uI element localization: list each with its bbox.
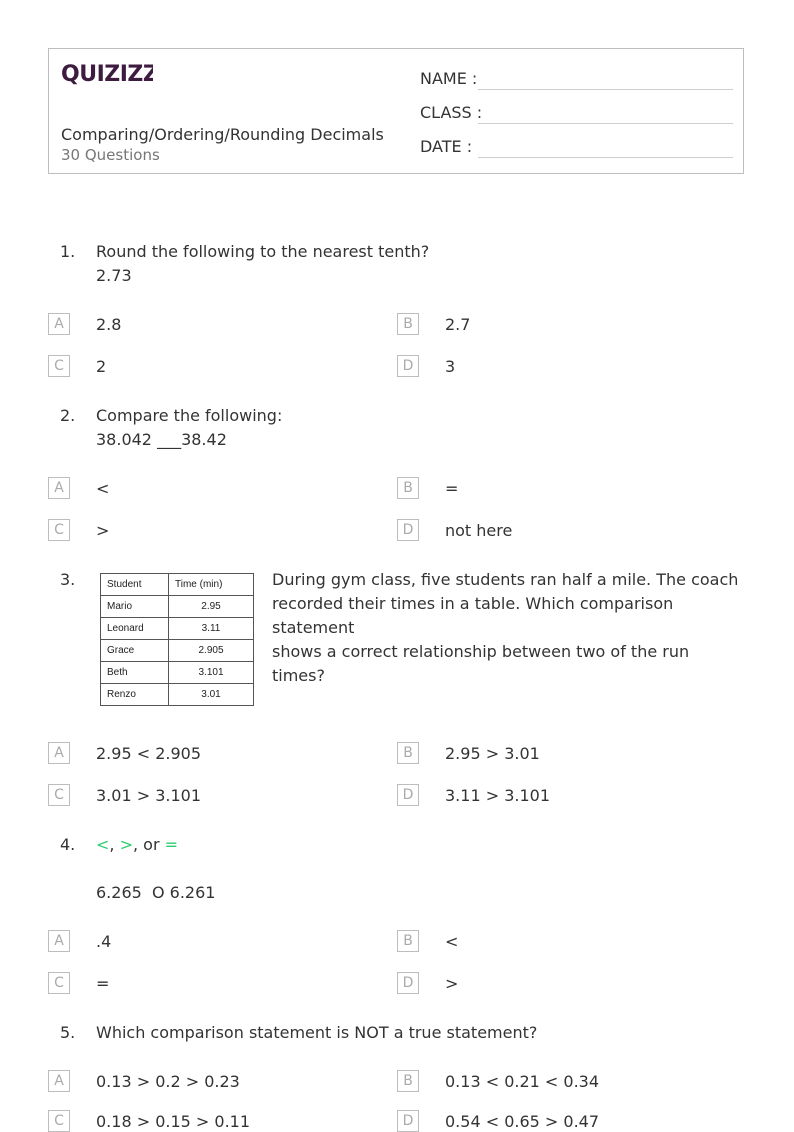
q4-option-b-text: <: [445, 932, 459, 951]
table-cell: Leonard: [101, 618, 169, 640]
q3-option-c-text: 3.01 > 3.101: [96, 786, 202, 805]
quizizz-logo: [61, 59, 153, 91]
question-3-line-1: During gym class, five students ran half a mile. The coach: [272, 570, 739, 589]
question-2-number: 2.: [60, 406, 76, 425]
q2-option-d-box[interactable]: D: [397, 519, 419, 541]
q2-option-a-text: <: [96, 479, 110, 498]
question-2-line-1: Compare the following:: [96, 406, 283, 425]
table-header-row: [101, 574, 254, 596]
separator: , or: [132, 835, 165, 854]
table-header-cell: Student: [101, 574, 169, 596]
question-1-text: [96, 240, 429, 288]
q1-option-a-text: 2.8: [96, 315, 122, 334]
date-label: DATE :: [420, 137, 473, 156]
q3-option-b-box[interactable]: B: [397, 742, 419, 764]
table-cell: 2.905: [169, 640, 254, 662]
table-cell: 2.95: [169, 596, 254, 618]
q2-option-b-text: =: [445, 479, 459, 498]
q4-option-a-box[interactable]: A: [48, 930, 70, 952]
q3-option-d-box[interactable]: D: [397, 784, 419, 806]
q5-option-d-box[interactable]: D: [397, 1110, 419, 1132]
table-cell: 3.11: [169, 618, 254, 640]
question-3-line-2: recorded their times in a table. Which comparison statement: [272, 594, 674, 637]
question-4-line-2: 6.265 O 6.261: [96, 883, 216, 902]
question-2-text: [96, 404, 282, 452]
q2-option-a-box[interactable]: A: [48, 477, 70, 499]
question-2-line-2: 38.042 ___38.42: [96, 430, 227, 449]
question-count: 30 Questions: [61, 146, 160, 164]
q3-option-d-text: 3.11 > 3.101: [445, 786, 551, 805]
q1-option-b-text: 2.7: [445, 315, 471, 334]
q4-option-c-text: =: [96, 974, 110, 993]
table-row: [101, 618, 254, 640]
table-header-cell: Time (min): [169, 574, 254, 596]
q4-option-d-text: >: [445, 974, 459, 993]
date-line[interactable]: [478, 157, 733, 158]
question-4-number: 4.: [60, 835, 76, 854]
table-row: [101, 684, 254, 706]
question-5-number: 5.: [60, 1023, 76, 1042]
name-label: NAME :: [420, 69, 478, 88]
table-row: [101, 596, 254, 618]
svg-text:QUIZIZZ: QUIZIZZ: [61, 62, 153, 87]
q5-option-d-text: 0.54 < 0.65 > 0.47: [445, 1112, 600, 1131]
q2-option-c-box[interactable]: C: [48, 519, 70, 541]
question-1-number: 1.: [60, 242, 76, 261]
q4-option-a-text: .4: [96, 932, 112, 951]
q5-option-a-text: 0.13 > 0.2 > 0.23: [96, 1072, 240, 1091]
class-label: CLASS :: [420, 103, 483, 122]
worksheet-title: Comparing/Ordering/Rounding Decimals: [61, 125, 384, 144]
q1-option-d-text: 3: [445, 357, 456, 376]
q1-option-a-box[interactable]: A: [48, 313, 70, 335]
question-3-number: 3.: [60, 570, 76, 589]
run-times-table: [100, 573, 254, 706]
q1-option-d-box[interactable]: D: [397, 355, 419, 377]
q1-option-b-box[interactable]: B: [397, 313, 419, 335]
q5-option-a-box[interactable]: A: [48, 1070, 70, 1092]
class-line[interactable]: [478, 123, 733, 124]
q4-option-d-box[interactable]: D: [397, 972, 419, 994]
table-cell: Mario: [101, 596, 169, 618]
q1-option-c-text: 2: [96, 357, 107, 376]
question-5-line-1: Which comparison statement is NOT a true statement?: [96, 1023, 538, 1042]
question-3-text: [272, 568, 742, 688]
greater-than-symbol: >: [119, 835, 133, 854]
table-cell: Renzo: [101, 684, 169, 706]
question-1-line-1: Round the following to the nearest tenth?: [96, 242, 430, 261]
q3-option-b-text: 2.95 > 3.01: [445, 744, 540, 763]
q2-option-b-box[interactable]: B: [397, 477, 419, 499]
q1-option-c-box[interactable]: C: [48, 355, 70, 377]
q2-option-c-text: >: [96, 521, 110, 540]
q5-option-c-text: 0.18 > 0.15 > 0.11: [96, 1112, 251, 1131]
question-4-line-1: [96, 833, 178, 857]
table-cell: Grace: [101, 640, 169, 662]
name-line[interactable]: [478, 89, 733, 90]
table-cell: Beth: [101, 662, 169, 684]
q5-option-b-text: 0.13 < 0.21 < 0.34: [445, 1072, 600, 1091]
table-row: [101, 640, 254, 662]
table-row: [101, 662, 254, 684]
equals-symbol: =: [164, 835, 179, 854]
table-cell: 3.101: [169, 662, 254, 684]
q2-option-d-text: not here: [445, 521, 513, 540]
q3-option-a-box[interactable]: A: [48, 742, 70, 764]
q3-option-c-box[interactable]: C: [48, 784, 70, 806]
q4-option-c-box[interactable]: C: [48, 972, 70, 994]
question-5-text: [96, 1021, 537, 1045]
question-3-line-3: shows a correct relationship between two of the run times?: [272, 642, 690, 685]
q4-option-b-box[interactable]: B: [397, 930, 419, 952]
table-cell: 3.01: [169, 684, 254, 706]
less-than-symbol: <: [96, 835, 110, 854]
q5-option-b-box[interactable]: B: [397, 1070, 419, 1092]
q3-option-a-text: 2.95 < 2.905: [96, 744, 202, 763]
q5-option-c-box[interactable]: C: [48, 1110, 70, 1132]
worksheet-header: [48, 48, 744, 174]
quizizz-logo-mark: [61, 59, 153, 87]
separator: ,: [109, 835, 120, 854]
question-1-line-2: 2.73: [96, 266, 132, 285]
